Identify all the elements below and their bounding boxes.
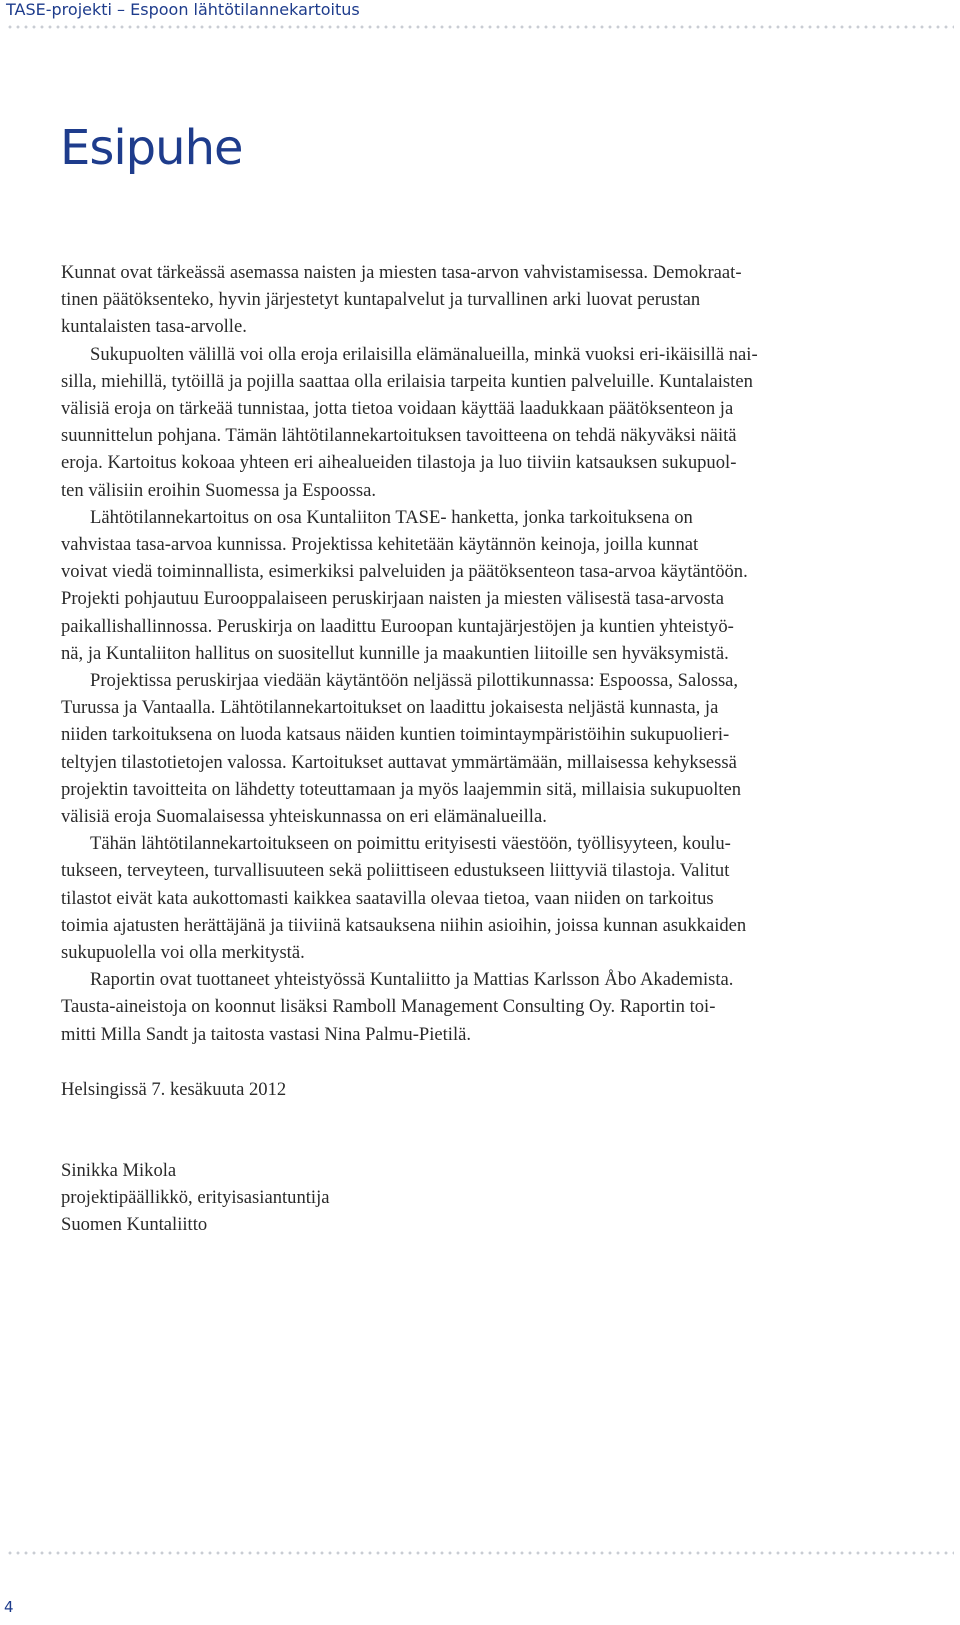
text-line: Projekti pohjautuu Eurooppalaiseen peruskirjaan naisten ja miesten välisestä tasa-arvosta — [61, 588, 724, 610]
text-line: vahvistaa tasa-arvoa kunnissa. Projektissa kehitetään käytännön keinoja, joilla kunnat — [61, 534, 699, 556]
signature-organization: Suomen Kuntaliitto — [61, 1214, 208, 1236]
signature-block — [61, 1157, 330, 1239]
text-line: Lähtötilannekartoitus on osa Kuntaliiton TASE- hanketta, jonka tarkoituksena on — [90, 506, 693, 528]
paragraph-differences — [61, 341, 881, 504]
running-header: TASE-projekti – Espoon lähtötilannekartoitus — [6, 0, 360, 19]
paragraph-tase-project — [61, 504, 881, 667]
text-line: teltyjen tilastotietojen valossa. Kartoitukset auttavat ymmärtämään, millaisessa kehyksessä — [61, 751, 737, 773]
text-line: toimia ajatusten herättäjänä ja tiiviinä katsauksena niihin asioihin, joissa kunnan asukkaiden — [61, 914, 747, 936]
paragraph-credits — [61, 966, 881, 1048]
paragraph-statistics — [61, 830, 881, 966]
text-line: niiden tarkoituksena on luoda katsaus näiden kuntien toimintaympäristöihin sukupuolieri- — [61, 724, 730, 746]
footer-dotted-rule — [6, 1551, 954, 1555]
signature-role: projektipäällikkö, erityisasiantuntija — [61, 1187, 330, 1209]
text-line: Projektissa peruskirjaa viedään käytäntöön neljässä pilottikunnassa: Espoossa, Salossa, — [90, 670, 739, 692]
text-line: mitti Milla Sandt ja taitosta vastasi Nina Palmu-Pietilä. — [61, 1023, 472, 1045]
text-line: tukseen, terveyteen, turvallisuuteen sekä poliittiseen edustukseen liittyviä tilastoja. Valitut — [61, 860, 730, 882]
text-line: eroja. Kartoitus kokoaa yhteen eri aihealueiden tilastoja ja luo tiiviin katsauksen sukupuol- — [61, 452, 737, 474]
text-line: nä, ja Kuntaliiton hallitus on suositellut kunnille ja maakuntien liitoille sen hyväksymistä. — [61, 642, 729, 664]
text-line: projektin tavoitteita on lähdetty toteuttamaan ja myös laajemmin sitä, millaisia sukupuolten — [61, 778, 742, 800]
page-title: Esipuhe — [60, 120, 243, 176]
text-line: kuntalaisten tasa-arvolle. — [61, 316, 247, 338]
place-date: Helsingissä 7. kesäkuuta 2012 — [61, 1079, 287, 1100]
text-line: silla, miehillä, tytöillä ja pojilla saattaa olla erilaisia tarpeita kuntien palveluille. Kuntalaisten — [61, 370, 753, 392]
text-line: Raportin ovat tuottaneet yhteistyössä Kuntaliitto ja Mattias Karlsson Åbo Akademista. — [90, 969, 734, 991]
text-line: tinen päätöksenteko, hyvin järjestetyt kuntapalvelut ja turvallinen arki luovat perustan — [61, 289, 701, 311]
body-text — [61, 259, 881, 1048]
paragraph-intro — [61, 259, 881, 341]
text-line: välisiä eroja on tärkeää tunnistaa, jotta tietoa voidaan käyttää laadukkaan päätöksenteon ja — [61, 398, 734, 420]
page-number: 4 — [4, 1598, 14, 1616]
text-line: Turussa ja Vantaalla. Lähtötilannekartoitukset on laadittu jokaisesta neljästä kunnasta, ja — [61, 697, 719, 719]
paragraph-pilot-municipalities — [61, 667, 881, 830]
text-line: välisiä eroja Suomalaisessa yhteiskunnassa on eri elämänalueilla. — [61, 806, 547, 828]
text-line: Tähän lähtötilannekartoitukseen on poimittu erityisesti väestöön, työllisyyteen, koulu- — [90, 833, 731, 855]
header-dotted-rule — [6, 25, 954, 29]
text-line: Kunnat ovat tärkeässä asemassa naisten ja miesten tasa-arvon vahvistamisessa. Demokraat- — [61, 262, 742, 283]
text-line: suunnittelun pohjana. Tämän lähtötilannekartoituksen tavoitteena on tehdä näkyväksi näitä — [61, 425, 737, 447]
text-line: sukupuolella voi olla merkitystä. — [61, 942, 305, 964]
text-line: voivat viedä toiminnallista, esimerkiksi palveluiden ja päätöksenteon tasa-arvoa käytäntöön. — [61, 561, 748, 583]
text-line: ten välisiin eroihin Suomessa ja Espoossa. — [61, 479, 377, 501]
text-line: paikallishallinnossa. Peruskirja on laadittu Euroopan kuntajärjestöjen ja kuntien yhteistyö- — [61, 615, 734, 637]
text-line: tilastot eivät kata aukottomasti kaikkea saatavilla olevaa tietoa, vaan niiden on tarkoitus — [61, 887, 714, 909]
text-line: Sukupuolten välillä voi olla eroja erilaisilla elämänalueilla, minkä vuoksi eri-ikäisillä nai- — [90, 343, 758, 365]
signature-name: Sinikka Mikola — [61, 1160, 177, 1181]
text-line: Tausta-aineistoja on koonnut lisäksi Ramboll Management Consulting Oy. Raportin toi- — [61, 996, 716, 1018]
